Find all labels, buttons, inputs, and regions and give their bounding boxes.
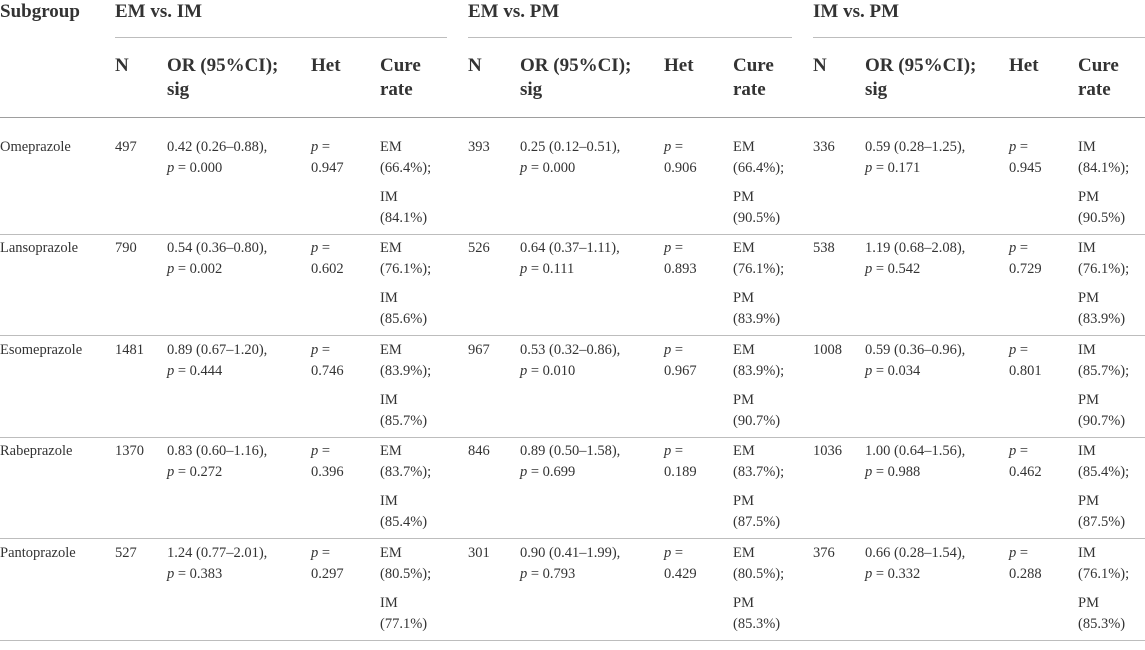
het-value: 0.429 <box>664 566 697 582</box>
significance-number: = 0.332 <box>872 566 921 582</box>
odds-ratio-value: 0.66 (0.28–1.54), <box>865 545 966 561</box>
p-label: p <box>1009 545 1017 561</box>
group-underline <box>115 37 447 38</box>
equals-sign: = <box>1016 342 1029 358</box>
odds-ratio-value: 1.00 (0.64–1.56), <box>865 443 966 459</box>
odds-ratio-value: 0.59 (0.36–0.96), <box>865 342 966 358</box>
n-value: 1008 <box>813 342 842 358</box>
het-p-label <box>664 238 683 259</box>
het-p-label <box>311 137 330 158</box>
cure-rate-value-1: (83.9%); <box>380 363 432 379</box>
cure-rate-value-2: (90.7%) <box>1078 413 1126 429</box>
equals-sign: = <box>318 545 331 561</box>
comparison-group-header: EM vs. IM <box>115 1 203 22</box>
cure-rate-group-2: IM <box>380 595 398 611</box>
p-label: p <box>1009 139 1017 155</box>
cure-rate-value-2: (90.7%) <box>733 413 781 429</box>
subgroup-name: Rabeprazole <box>0 443 73 459</box>
cure-rate-value-2: (87.5%) <box>1078 514 1126 530</box>
significance-value <box>520 361 575 382</box>
significance-value <box>520 462 575 483</box>
significance-number: = 0.171 <box>872 160 921 176</box>
odds-ratio-value: 0.89 (0.67–1.20), <box>167 342 268 358</box>
het-value: 0.967 <box>664 363 697 379</box>
het-p-label <box>311 441 330 462</box>
cure-rate-value-1: (76.1%); <box>380 261 432 277</box>
significance-value <box>167 564 222 585</box>
cure-rate-group-1: IM <box>1078 240 1096 256</box>
equals-sign: = <box>1016 443 1029 459</box>
p-label: p <box>664 443 672 459</box>
odds-ratio-value: 0.59 (0.28–1.25), <box>865 139 966 155</box>
p-label: p <box>520 261 528 277</box>
het-p-label <box>664 340 683 361</box>
row-separator <box>0 234 1145 235</box>
het-p-label <box>1009 340 1028 361</box>
equals-sign: = <box>671 240 684 256</box>
or-column-header-line2: sig <box>865 79 888 100</box>
cure-rate-column-header: Cure <box>380 55 421 76</box>
p-label: p <box>167 464 175 480</box>
equals-sign: = <box>318 139 331 155</box>
significance-value <box>865 259 920 280</box>
significance-number: = 0.383 <box>174 566 223 582</box>
odds-ratio-value: 0.25 (0.12–0.51), <box>520 139 621 155</box>
equals-sign: = <box>1016 240 1029 256</box>
cure-rate-group-1: EM <box>733 240 755 256</box>
n-column-header: N <box>813 55 827 76</box>
odds-ratio-value: 0.89 (0.50–1.58), <box>520 443 621 459</box>
cure-rate-value-1: (83.7%); <box>380 464 432 480</box>
cure-rate-value-1: (83.7%); <box>733 464 785 480</box>
significance-number: = 0.111 <box>527 261 575 277</box>
odds-ratio-value: 0.54 (0.36–0.80), <box>167 240 268 256</box>
cure-rate-group-2: IM <box>380 189 398 205</box>
p-label: p <box>865 464 873 480</box>
or-column-header: OR (95%CI); <box>167 55 279 76</box>
odds-ratio-value: 0.42 (0.26–0.88), <box>167 139 268 155</box>
cure-rate-value-2: (84.1%) <box>380 210 428 226</box>
cure-rate-value-2: (90.5%) <box>1078 210 1126 226</box>
p-label: p <box>167 261 175 277</box>
p-label: p <box>520 566 528 582</box>
n-value: 336 <box>813 139 835 155</box>
cure-rate-value-1: (80.5%); <box>380 566 432 582</box>
cure-rate-column-header: Cure <box>1078 55 1119 76</box>
cure-rate-group-2: PM <box>1078 189 1099 205</box>
n-value: 526 <box>468 240 490 256</box>
het-value: 0.906 <box>664 160 697 176</box>
significance-number: = 0.034 <box>872 363 921 379</box>
significance-value <box>865 462 920 483</box>
cure-rate-value-2: (90.5%) <box>733 210 781 226</box>
cure-rate-group-1: IM <box>1078 443 1096 459</box>
equals-sign: = <box>318 240 331 256</box>
equals-sign: = <box>671 443 684 459</box>
het-value: 0.396 <box>311 464 344 480</box>
row-separator <box>0 335 1145 336</box>
p-label: p <box>1009 240 1017 256</box>
het-column-header: Het <box>1009 55 1039 76</box>
het-p-label <box>311 543 330 564</box>
cure-rate-group-2: IM <box>380 392 398 408</box>
p-label: p <box>520 464 528 480</box>
cure-rate-group-1: EM <box>380 443 402 459</box>
p-label: p <box>664 545 672 561</box>
het-column-header: Het <box>664 55 694 76</box>
cure-rate-group-2: PM <box>1078 290 1099 306</box>
odds-ratio-value: 0.53 (0.32–0.86), <box>520 342 621 358</box>
cure-rate-group-1: IM <box>1078 342 1096 358</box>
p-label: p <box>664 342 672 358</box>
het-value: 0.288 <box>1009 566 1042 582</box>
p-label: p <box>865 566 873 582</box>
equals-sign: = <box>671 545 684 561</box>
p-label: p <box>520 160 528 176</box>
significance-number: = 0.010 <box>527 363 576 379</box>
cure-rate-value-2: (83.9%) <box>1078 311 1126 327</box>
n-value: 1370 <box>115 443 144 459</box>
p-label: p <box>167 363 175 379</box>
cure-rate-value-2: (85.3%) <box>1078 616 1126 632</box>
cure-rate-group-1: IM <box>1078 139 1096 155</box>
significance-number: = 0.793 <box>527 566 576 582</box>
equals-sign: = <box>671 139 684 155</box>
het-value: 0.893 <box>664 261 697 277</box>
p-label: p <box>311 342 319 358</box>
het-p-label <box>664 137 683 158</box>
het-value: 0.729 <box>1009 261 1042 277</box>
cure-rate-column-header-line2: rate <box>733 79 766 100</box>
het-value: 0.462 <box>1009 464 1042 480</box>
equals-sign: = <box>318 342 331 358</box>
n-value: 393 <box>468 139 490 155</box>
n-value: 846 <box>468 443 490 459</box>
significance-number: = 0.542 <box>872 261 921 277</box>
n-value: 497 <box>115 139 137 155</box>
p-label: p <box>664 240 672 256</box>
cure-rate-value-1: (85.4%); <box>1078 464 1130 480</box>
p-label: p <box>311 443 319 459</box>
p-label: p <box>167 566 175 582</box>
het-value: 0.947 <box>311 160 344 176</box>
cure-rate-value-1: (85.7%); <box>1078 363 1130 379</box>
odds-ratio-value: 0.90 (0.41–1.99), <box>520 545 621 561</box>
cure-rate-group-2: PM <box>1078 493 1099 509</box>
het-p-label <box>1009 543 1028 564</box>
het-value: 0.189 <box>664 464 697 480</box>
subgroup-header: Subgroup <box>0 1 80 22</box>
cure-rate-group-2: IM <box>380 493 398 509</box>
n-column-header: N <box>468 55 482 76</box>
p-label: p <box>167 160 175 176</box>
significance-value <box>865 361 920 382</box>
het-value: 0.746 <box>311 363 344 379</box>
significance-number: = 0.272 <box>174 464 223 480</box>
or-column-header: OR (95%CI); <box>865 55 977 76</box>
n-value: 967 <box>468 342 490 358</box>
cure-rate-group-1: EM <box>380 139 402 155</box>
equals-sign: = <box>1016 139 1029 155</box>
cure-rate-value-1: (66.4%); <box>380 160 432 176</box>
p-label: p <box>1009 443 1017 459</box>
significance-value <box>520 259 574 280</box>
het-p-label <box>664 441 683 462</box>
row-separator <box>0 640 1145 641</box>
odds-ratio-value: 1.19 (0.68–2.08), <box>865 240 966 256</box>
p-label: p <box>520 363 528 379</box>
significance-number: = 0.988 <box>872 464 921 480</box>
significance-value <box>520 564 575 585</box>
het-p-label <box>1009 137 1028 158</box>
cure-rate-group-1: EM <box>380 240 402 256</box>
p-label: p <box>311 139 319 155</box>
or-column-header: OR (95%CI); <box>520 55 632 76</box>
cure-rate-value-1: (76.1%); <box>733 261 785 277</box>
cure-rate-value-2: (85.3%) <box>733 616 781 632</box>
cure-rate-value-2: (87.5%) <box>733 514 781 530</box>
significance-value <box>167 259 222 280</box>
cure-rate-group-2: PM <box>733 493 754 509</box>
header-bottom-rule <box>0 117 1145 118</box>
significance-value <box>865 564 920 585</box>
cure-rate-group-1: IM <box>1078 545 1096 561</box>
cure-rate-group-2: PM <box>733 290 754 306</box>
cure-rate-group-2: PM <box>1078 392 1099 408</box>
significance-value <box>520 158 575 179</box>
p-label: p <box>1009 342 1017 358</box>
cure-rate-group-2: IM <box>380 290 398 306</box>
cure-rate-group-1: EM <box>380 342 402 358</box>
cure-rate-value-2: (85.7%) <box>380 413 428 429</box>
odds-ratio-value: 1.24 (0.77–2.01), <box>167 545 268 561</box>
p-label: p <box>311 240 319 256</box>
odds-ratio-value: 0.83 (0.60–1.16), <box>167 443 268 459</box>
cure-rate-value-2: (85.4%) <box>380 514 428 530</box>
het-column-header: Het <box>311 55 341 76</box>
row-separator <box>0 437 1145 438</box>
or-column-header-line2: sig <box>520 79 543 100</box>
het-value: 0.297 <box>311 566 344 582</box>
cure-rate-value-1: (80.5%); <box>733 566 785 582</box>
p-label: p <box>311 545 319 561</box>
row-separator <box>0 538 1145 539</box>
subgroup-name: Omeprazole <box>0 139 71 155</box>
het-p-label <box>311 238 330 259</box>
cure-rate-group-1: EM <box>733 443 755 459</box>
n-value: 376 <box>813 545 835 561</box>
cure-rate-value-1: (66.4%); <box>733 160 785 176</box>
n-value: 1481 <box>115 342 144 358</box>
n-value: 527 <box>115 545 137 561</box>
cure-rate-group-2: PM <box>733 189 754 205</box>
significance-value <box>167 158 222 179</box>
het-p-label <box>1009 441 1028 462</box>
n-value: 301 <box>468 545 490 561</box>
significance-number: = 0.000 <box>174 160 223 176</box>
p-label: p <box>865 261 873 277</box>
n-column-header: N <box>115 55 129 76</box>
significance-number: = 0.000 <box>527 160 576 176</box>
cure-rate-value-2: (77.1%) <box>380 616 428 632</box>
n-value: 538 <box>813 240 835 256</box>
comparison-group-header: IM vs. PM <box>813 1 900 22</box>
cure-rate-column-header-line2: rate <box>380 79 413 100</box>
cure-rate-group-2: PM <box>733 595 754 611</box>
p-label: p <box>865 160 873 176</box>
p-label: p <box>865 363 873 379</box>
cure-rate-group-2: PM <box>1078 595 1099 611</box>
significance-number: = 0.699 <box>527 464 576 480</box>
group-underline <box>813 37 1145 38</box>
cure-rate-value-1: (84.1%); <box>1078 160 1130 176</box>
odds-ratio-value: 0.64 (0.37–1.11), <box>520 240 620 256</box>
comparison-group-header: EM vs. PM <box>468 1 560 22</box>
equals-sign: = <box>671 342 684 358</box>
significance-number: = 0.444 <box>174 363 223 379</box>
n-value: 790 <box>115 240 137 256</box>
group-underline <box>468 37 792 38</box>
cure-rate-value-2: (85.6%) <box>380 311 428 327</box>
subgroup-name: Pantoprazole <box>0 545 76 561</box>
cure-rate-group-1: EM <box>733 545 755 561</box>
cure-rate-group-2: PM <box>733 392 754 408</box>
cure-rate-group-1: EM <box>733 342 755 358</box>
het-value: 0.945 <box>1009 160 1042 176</box>
het-value: 0.801 <box>1009 363 1042 379</box>
het-value: 0.602 <box>311 261 344 277</box>
significance-value <box>865 158 920 179</box>
p-label: p <box>664 139 672 155</box>
subgroup-name: Lansoprazole <box>0 240 79 256</box>
subgroup-name: Esomeprazole <box>0 342 83 358</box>
equals-sign: = <box>1016 545 1029 561</box>
cure-rate-value-1: (76.1%); <box>1078 261 1130 277</box>
cure-rate-column-header: Cure <box>733 55 774 76</box>
cure-rate-group-1: EM <box>733 139 755 155</box>
cure-rate-group-1: EM <box>380 545 402 561</box>
cure-rate-value-2: (83.9%) <box>733 311 781 327</box>
cure-rate-value-1: (83.9%); <box>733 363 785 379</box>
significance-value <box>167 462 222 483</box>
cure-rate-column-header-line2: rate <box>1078 79 1111 100</box>
het-p-label <box>311 340 330 361</box>
or-column-header-line2: sig <box>167 79 190 100</box>
equals-sign: = <box>318 443 331 459</box>
n-value: 1036 <box>813 443 842 459</box>
significance-value <box>167 361 222 382</box>
het-p-label <box>1009 238 1028 259</box>
significance-number: = 0.002 <box>174 261 223 277</box>
cure-rate-value-1: (76.1%); <box>1078 566 1130 582</box>
het-p-label <box>664 543 683 564</box>
